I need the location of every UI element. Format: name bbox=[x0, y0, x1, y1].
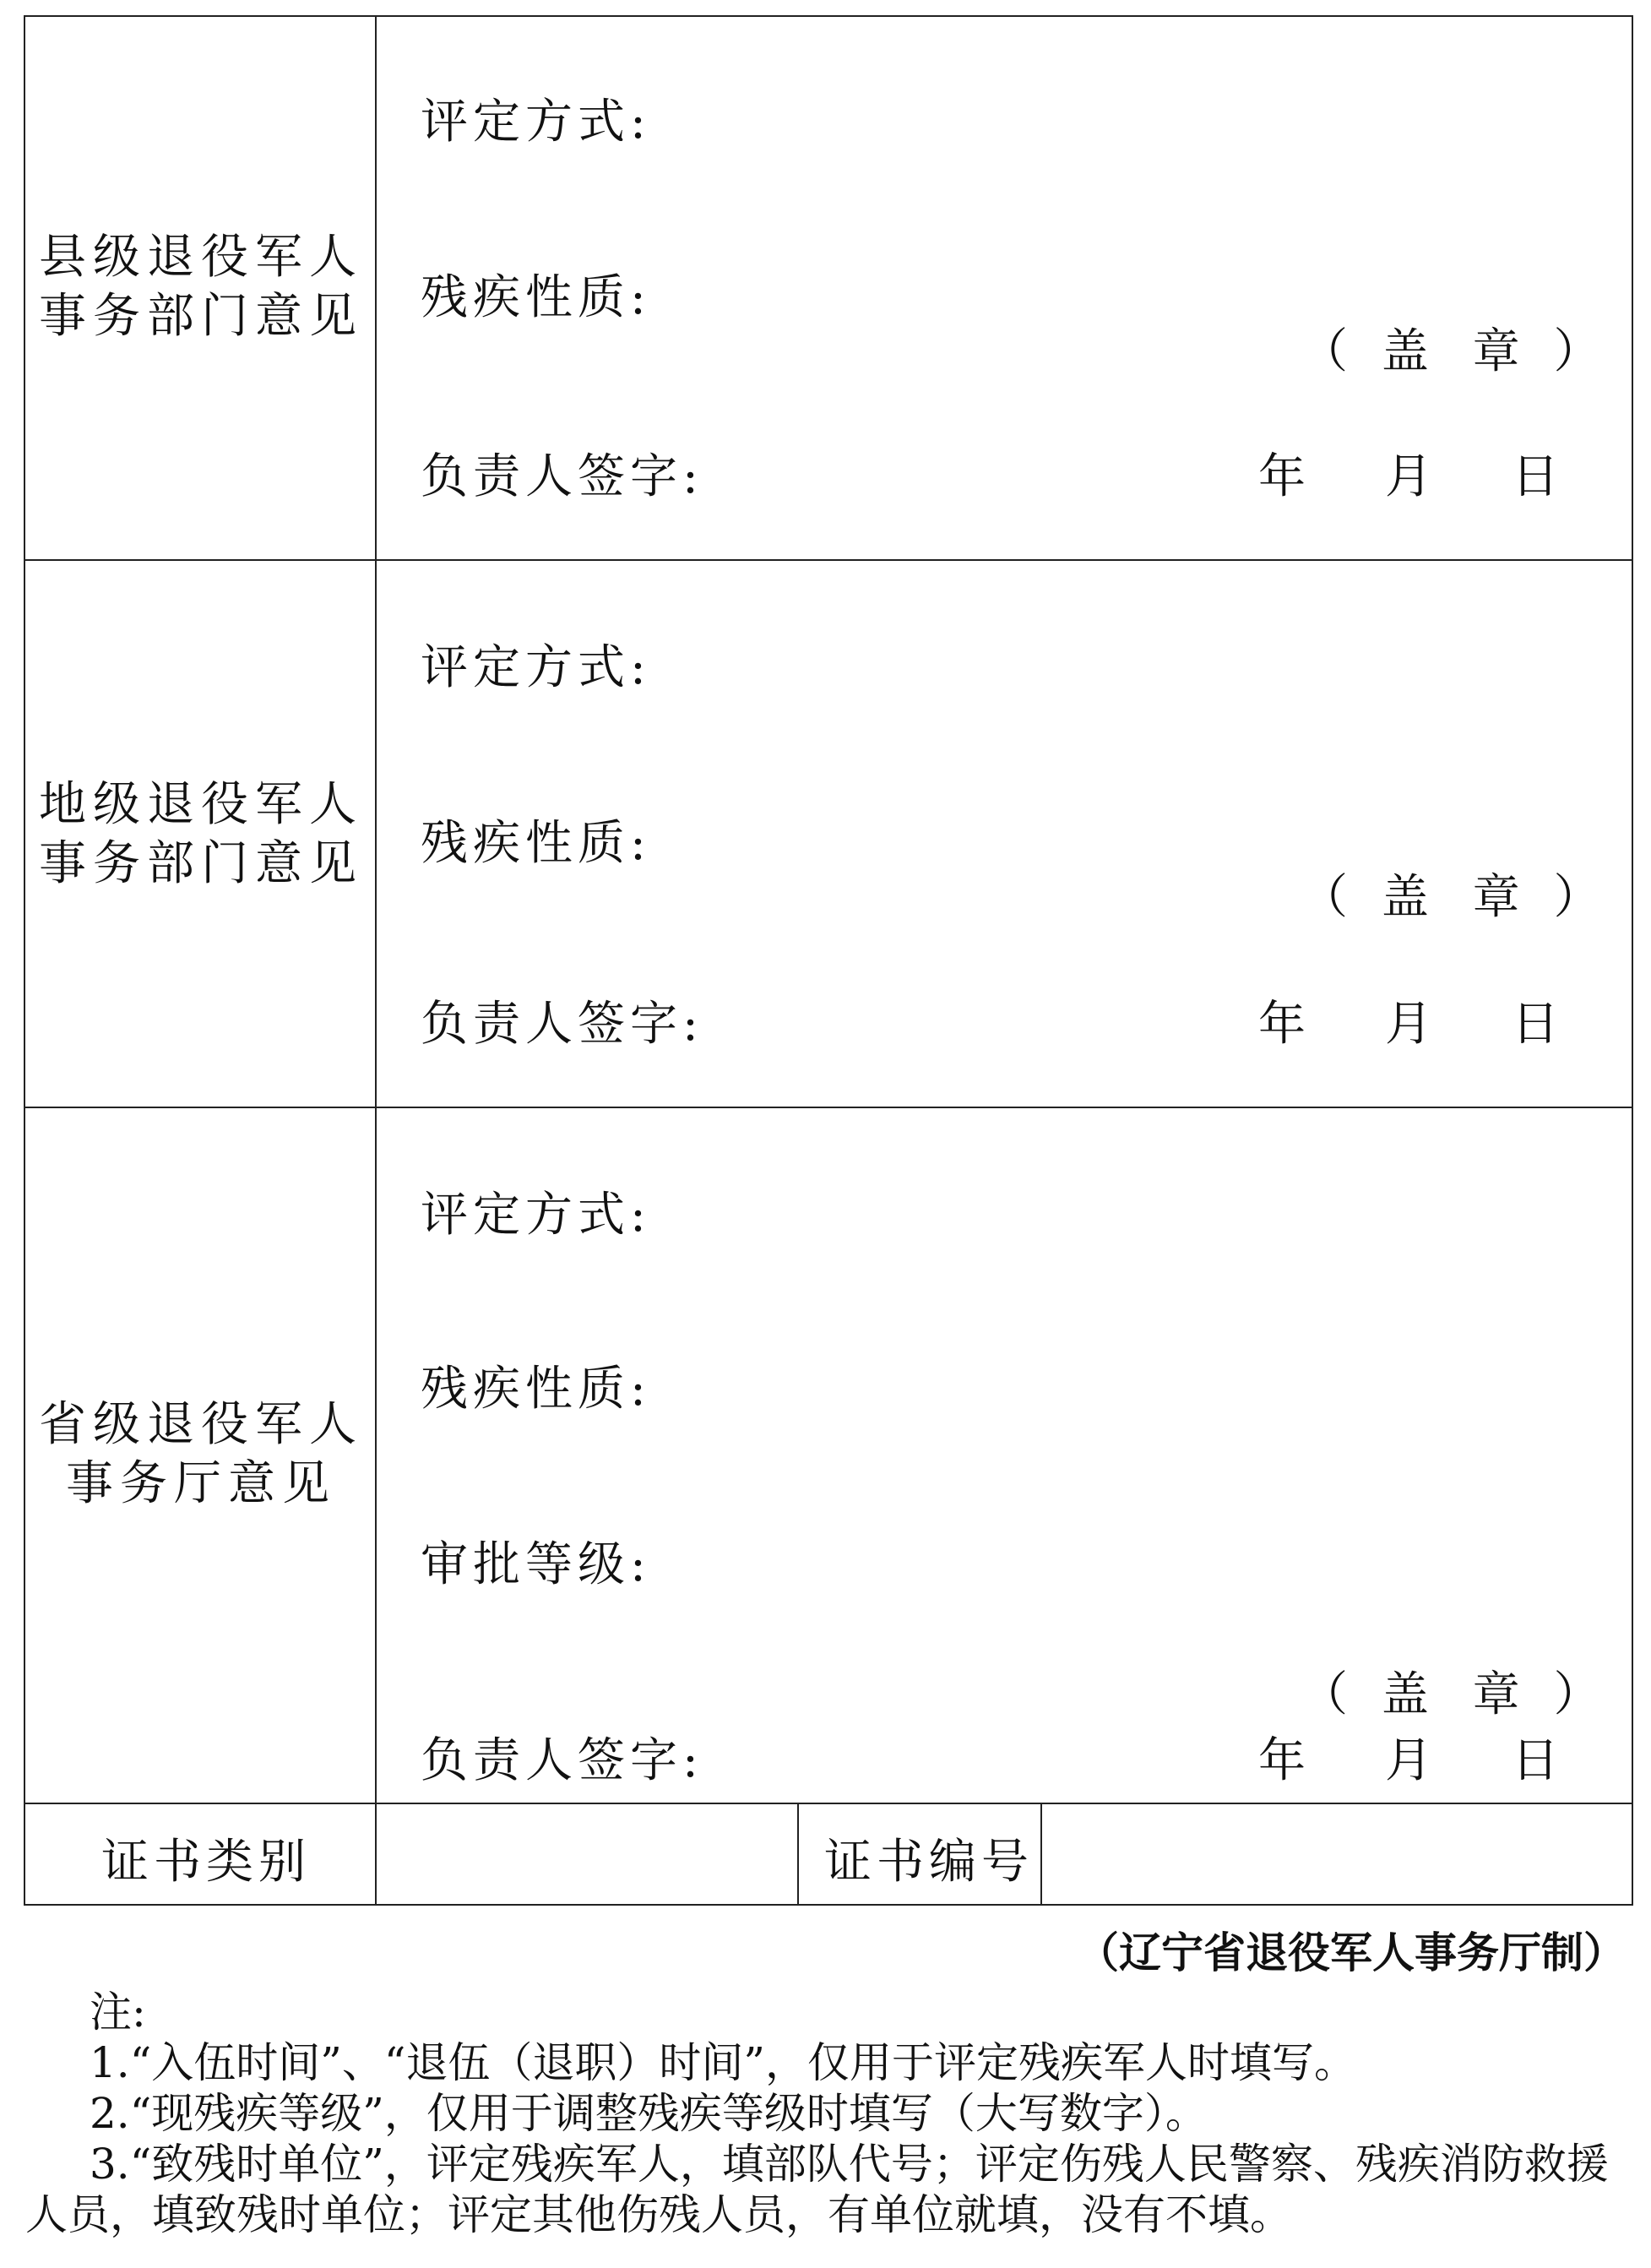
prefecture-disability-nature-label: 残疾性质: bbox=[421, 816, 651, 871]
date-day: 日 bbox=[1512, 1733, 1559, 1788]
province-assessment-method-label: 评定方式: bbox=[421, 1188, 651, 1243]
province-date-line bbox=[1258, 1723, 1571, 1788]
province-seal-mark bbox=[1301, 1657, 1602, 1725]
note-item: 2.“现残疾等级”，仅用于调整残疾等级时填写（大写数字）。 bbox=[90, 2089, 1208, 2138]
note-item: 3.“致残时单位”，评定残疾军人，填部队代号；评定伤残人民警察、残疾消防救援 bbox=[90, 2140, 1609, 2189]
title-line: 省级退役军人 bbox=[39, 1397, 363, 1452]
assessment-form-table bbox=[24, 15, 1633, 1906]
province-disability-nature-label: 残疾性质: bbox=[421, 1362, 651, 1417]
prefecture-section-title bbox=[25, 775, 377, 894]
notes-heading: 注: bbox=[90, 1988, 146, 2037]
province-signer-label: 负责人签字: bbox=[421, 1733, 703, 1788]
title-line: 事务厅意见 bbox=[66, 1456, 336, 1511]
county-section-title bbox=[25, 228, 377, 346]
seal-char: 章 bbox=[1472, 324, 1522, 379]
note-item: 人员，填致残时单位；评定其他伤残人员，有单位就填，没有不填。 bbox=[25, 2190, 1292, 2239]
cert-type-field[interactable] bbox=[378, 1804, 796, 1902]
county-seal-mark bbox=[1301, 314, 1602, 382]
county-disability-nature-label: 残疾性质: bbox=[421, 270, 651, 325]
cert-number-field[interactable] bbox=[1044, 1804, 1632, 1902]
seal-bracket: ） bbox=[1553, 1667, 1603, 1722]
seal-char: 盖 bbox=[1381, 1667, 1431, 1722]
issuer-note: （辽宁省退役军人事务厅制） bbox=[1077, 1928, 1626, 1977]
date-day: 日 bbox=[1512, 997, 1559, 1052]
date-year: 年 bbox=[1258, 1733, 1306, 1788]
seal-char: 章 bbox=[1472, 1667, 1522, 1722]
column-divider bbox=[797, 1803, 799, 1904]
seal-bracket: ） bbox=[1553, 324, 1603, 379]
note-item: 1.“入伍时间”、“退伍（退职）时间”，仅用于评定残疾军人时填写。 bbox=[90, 2038, 1356, 2087]
title-line: 事务部门意见 bbox=[39, 289, 363, 344]
row-divider bbox=[25, 1107, 1632, 1108]
prefecture-date-line bbox=[1258, 987, 1571, 1052]
date-day: 日 bbox=[1512, 449, 1559, 504]
seal-bracket: （ bbox=[1301, 870, 1350, 925]
date-year: 年 bbox=[1258, 449, 1306, 504]
title-line: 地级退役军人 bbox=[39, 777, 363, 832]
province-section-title bbox=[25, 1395, 377, 1514]
date-month: 月 bbox=[1385, 449, 1432, 504]
county-signer-label: 负责人签字: bbox=[421, 449, 703, 504]
row-divider bbox=[25, 559, 1632, 561]
province-approval-grade-label: 审批等级: bbox=[421, 1537, 651, 1592]
column-divider bbox=[1040, 1803, 1042, 1904]
seal-bracket: （ bbox=[1301, 1667, 1350, 1722]
prefecture-seal-mark bbox=[1301, 860, 1602, 927]
title-line: 县级退役军人 bbox=[39, 230, 363, 285]
prefecture-assessment-method-label: 评定方式: bbox=[421, 640, 651, 695]
cert-number-label: 证书编号 bbox=[824, 1835, 1034, 1890]
seal-bracket: ） bbox=[1553, 870, 1603, 925]
seal-bracket: （ bbox=[1301, 324, 1350, 379]
date-month: 月 bbox=[1385, 1733, 1432, 1788]
cert-type-label: 证书类别 bbox=[101, 1835, 311, 1890]
county-date-line bbox=[1258, 439, 1571, 504]
seal-char: 盖 bbox=[1381, 324, 1431, 379]
seal-char: 盖 bbox=[1381, 870, 1431, 925]
title-line: 事务部门意见 bbox=[39, 836, 363, 891]
date-year: 年 bbox=[1258, 997, 1306, 1052]
notes-block bbox=[25, 1987, 1630, 2240]
seal-char: 章 bbox=[1472, 870, 1522, 925]
date-month: 月 bbox=[1385, 997, 1432, 1052]
prefecture-signer-label: 负责人签字: bbox=[421, 997, 703, 1052]
county-assessment-method-label: 评定方式: bbox=[421, 95, 651, 150]
